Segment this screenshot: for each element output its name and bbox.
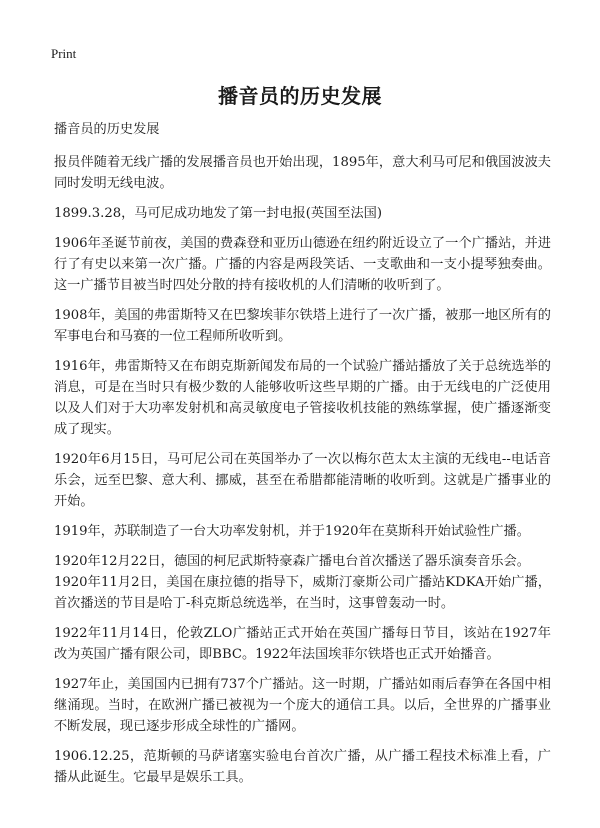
article-subtitle: 播音员的历史发展 [54,122,160,137]
paragraph-1916: 1916年，弗雷斯特又在布朗克斯新闻发布局的一个试验广播站播放了关于总统选举的消息，可是在当时只有极少数的人能够收听这些早期的广播。由于无线电的广泛使用以及人们对于大功率发射机和高灵敏度电子管接收机技能的熟练掌握，使广播逐渐变成了现实。 [54,359,551,437]
article-body [54,119,551,797]
page-title: 播音员的历史发展 [218,84,382,108]
paragraph-1906-december: 1906.12.25，范斯顿的马萨诸塞实验电台首次广播，从广播工程技术标准上看，广播从此诞生。它最早是娱乐工具。 [54,749,551,785]
paragraph-1920-december: 1920年12月22日，德国的柯尼武斯特豪森广播电台首次播送了器乐演奏音乐会。 [54,554,530,569]
paragraph-1906-christmas: 1906年圣诞节前夜，美国的费森登和亚历山德逊在纽约附近设立了一个广播站，并进行了有史以来第一次广播。广播的内容是两段笑话、一支歌曲和一支小提琴独奏曲。这一广播节目被当时四处分散的持有接收机的人们清晰的收听到了。 [54,236,551,293]
paragraph-1899: 1899.3.28，马可尼成功地发了第一封电报(英国至法国) [54,206,382,221]
paragraph-1895: 报员伴随着无线广播的发展播音员也开始出现，1895年，意大利马可尼和俄国波波夫同时发明无线电波。 [54,155,551,191]
paragraph-1908: 1908年，美国的弗雷斯特又在巴黎埃菲尔铁塔上进行了一次广播，被那一地区所有的军事电台和马赛的一位工程师所收听到。 [54,308,551,344]
paragraph-1922: 1922年11月14日，伦敦ZLO广播站正式开始在英国广播每日节目，该站在1927年改为英国广播有限公司，即BBC。1922年法国埃菲尔铁塔也正式开始播音。 [54,626,551,662]
print-link[interactable]: Print [51,46,77,61]
paragraph-1927: 1927年止，美国国内已拥有737个广播站。这一时期，广播站如雨后春笋在各国中相继涌现。当时，在欧洲广播已被视为一个庞大的通信工具。以后，全世界的广播事业不断发展，现已逐步形成全球性的广播网。 [54,677,551,734]
paragraph-1919: 1919年，苏联制造了一台大功率发射机，并于1920年在莫斯科开始试验性广播。 [54,524,530,539]
paragraph-1920-june: 1920年6月15日，马可尼公司在英国举办了一次以梅尔芭太太主演的无线电--电话音乐会，远至巴黎、意大利、挪威，甚至在希腊都能清晰的收听到。这就是广播事业的开始。 [54,452,551,509]
paragraph-1920-november: 1920年11月2日，美国在康拉德的指导下，威斯汀豪斯公司广播站KDKA开始广播，首次播送的节目是哈丁-科克斯总统选举，在当时，这事曾轰动一时。 [54,575,551,611]
